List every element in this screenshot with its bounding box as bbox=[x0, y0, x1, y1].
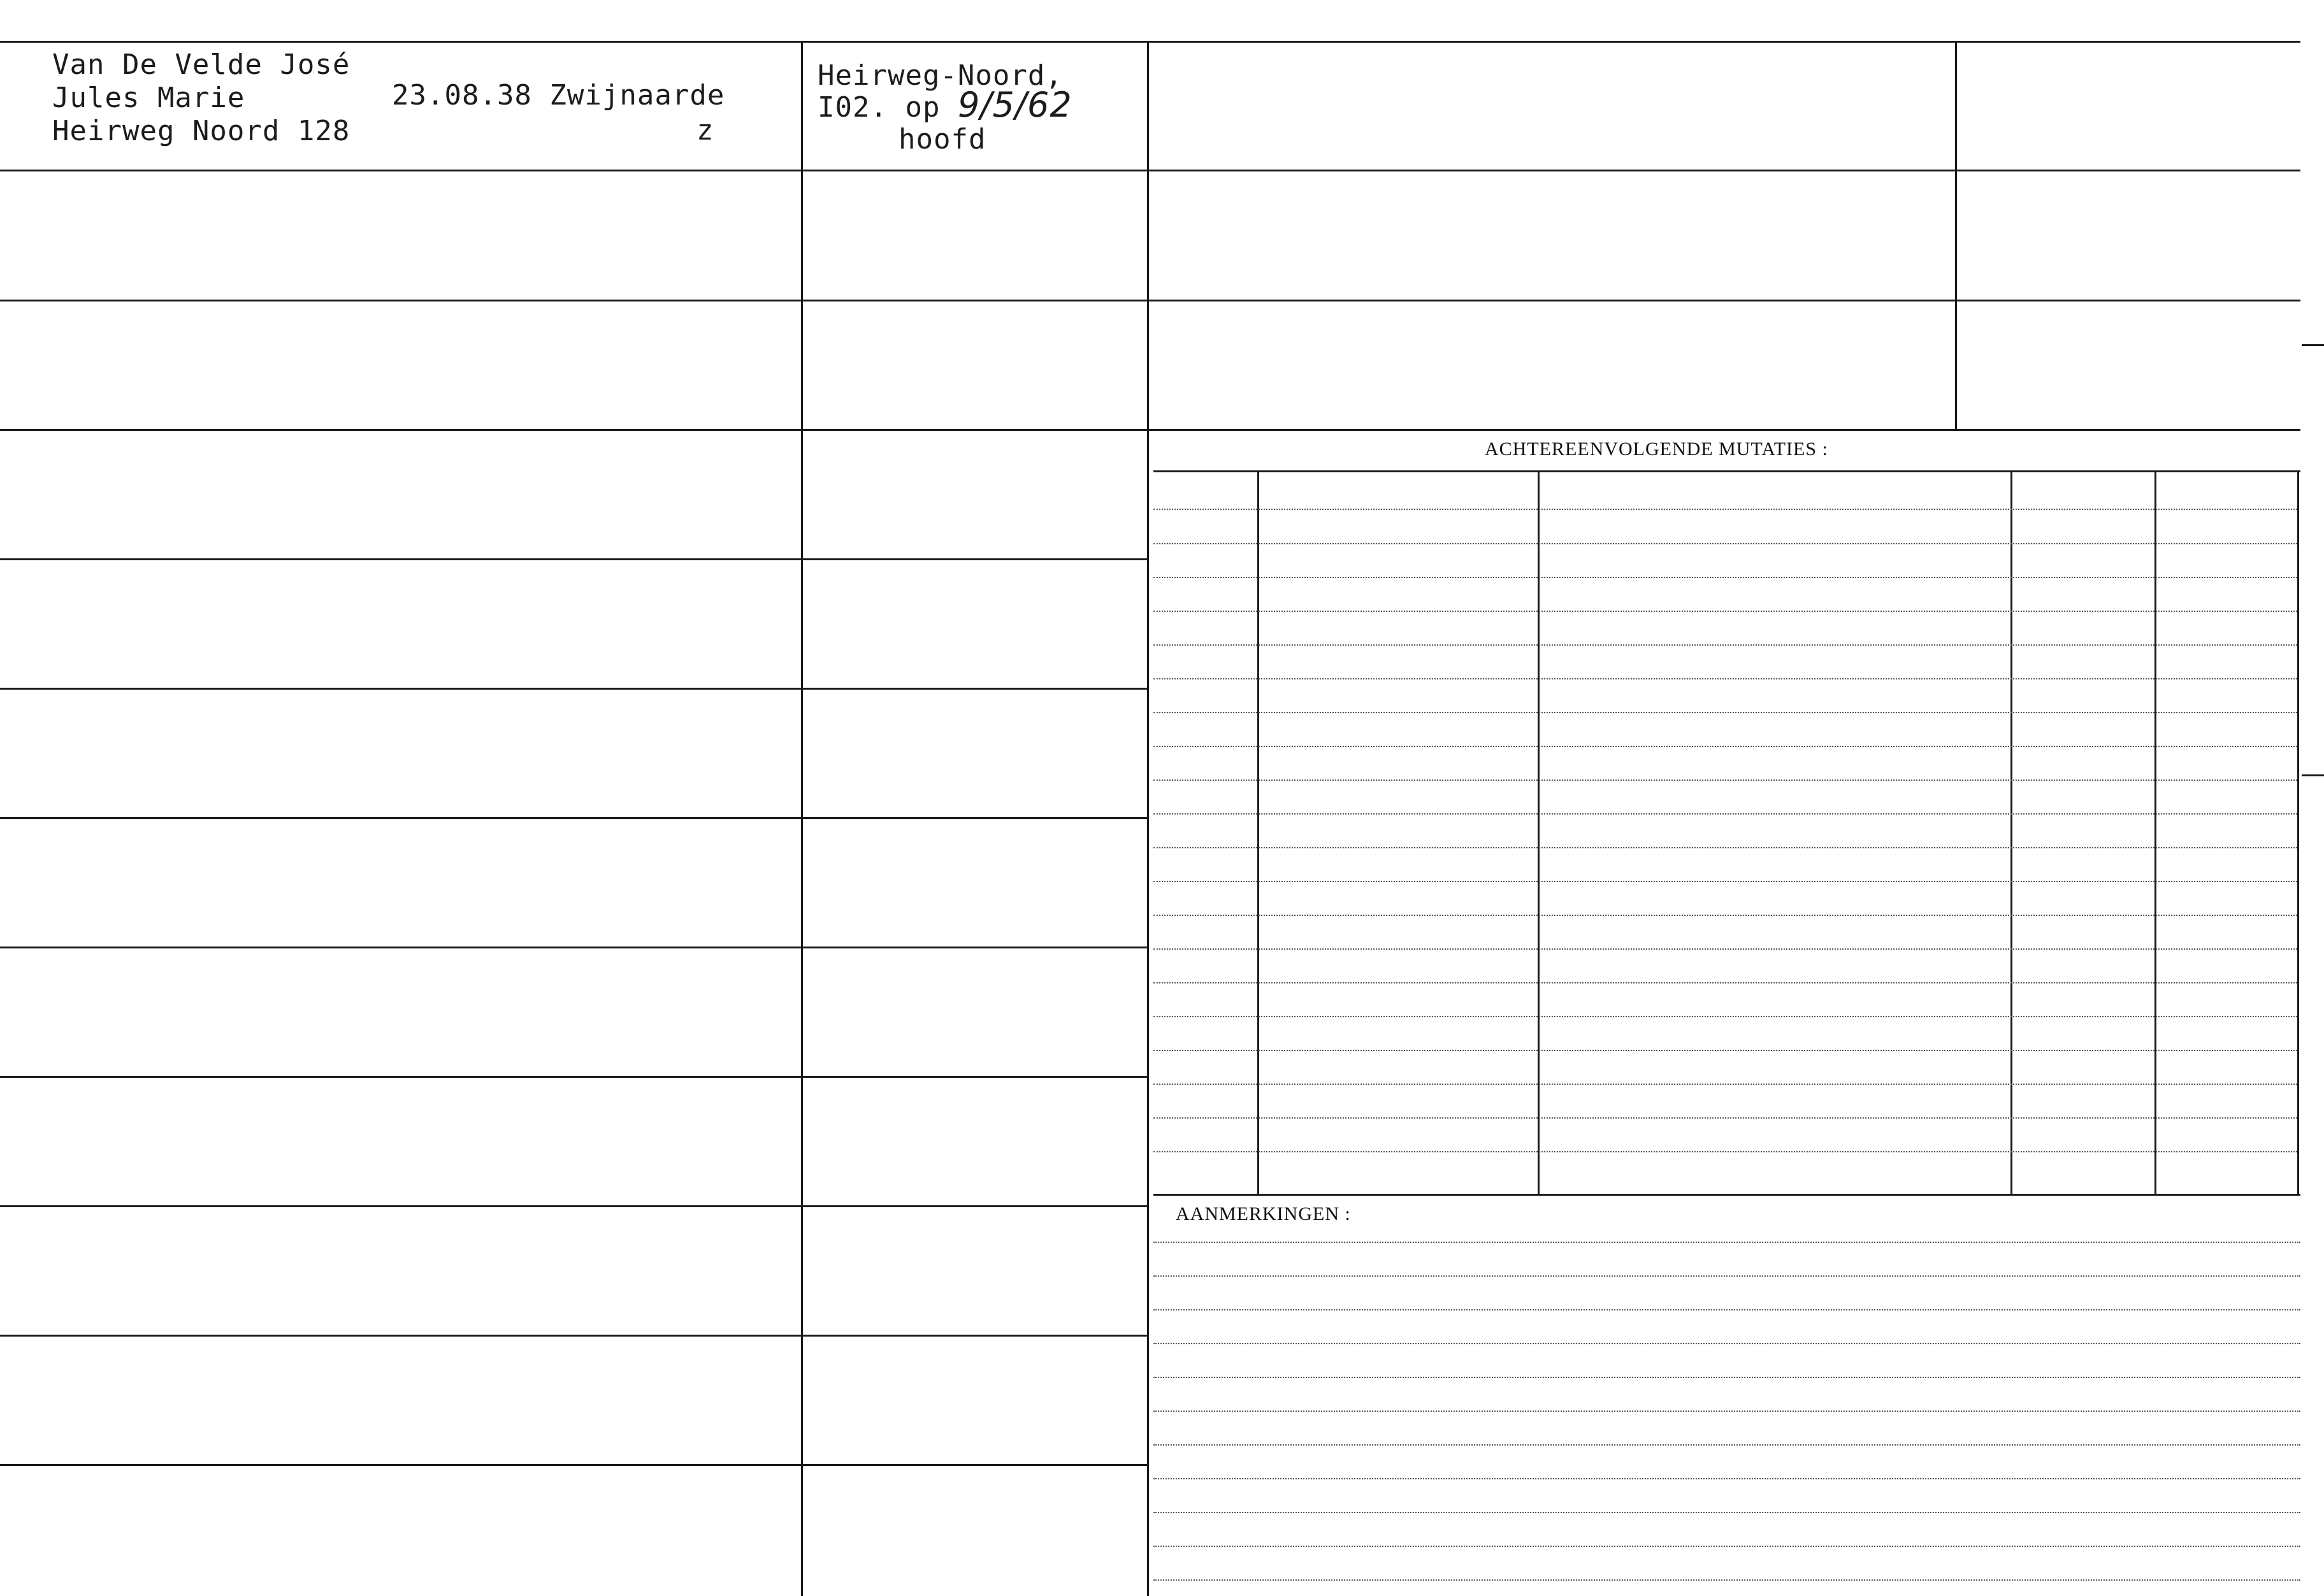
mutations-row bbox=[1153, 915, 2297, 916]
remarks-row bbox=[1153, 1546, 2300, 1547]
mutations-row bbox=[1153, 881, 2297, 882]
remarks-row bbox=[1153, 1377, 2300, 1378]
person-address: Heirweg Noord 128 bbox=[52, 115, 350, 147]
entry-mark: z bbox=[696, 114, 714, 147]
margin-tick bbox=[2302, 774, 2324, 776]
row-separator bbox=[0, 300, 1147, 301]
person-given-names: Jules Marie bbox=[52, 82, 245, 114]
row-separator bbox=[0, 1076, 1147, 1078]
column-divider-right-top bbox=[1955, 41, 1957, 430]
mutations-row bbox=[1153, 1050, 2297, 1051]
row-separator bbox=[0, 1335, 1147, 1337]
mutations-row bbox=[1153, 678, 2297, 679]
mutations-col-4 bbox=[2154, 472, 2156, 1195]
row-separator bbox=[0, 947, 1147, 948]
remarks-row bbox=[1153, 1275, 2300, 1277]
mutations-row bbox=[1153, 543, 2297, 544]
row-separator bbox=[0, 1205, 1147, 1207]
address-role: hoofd bbox=[899, 123, 986, 156]
mutations-row bbox=[1153, 813, 2297, 815]
remarks-row bbox=[1153, 1343, 2300, 1344]
mutations-row bbox=[1153, 509, 2297, 510]
remarks-row bbox=[1153, 1309, 2300, 1310]
row-separator bbox=[0, 558, 1147, 560]
address-number-typed: I02. op bbox=[818, 91, 941, 124]
remarks-row bbox=[1153, 1579, 2300, 1581]
row-separator bbox=[0, 817, 1147, 819]
mutations-row bbox=[1153, 577, 2297, 578]
row-separator bbox=[0, 688, 1147, 690]
row-separator bbox=[0, 170, 1147, 171]
right-row-separator bbox=[1147, 170, 2300, 171]
remarks-title: AANMERKINGEN : bbox=[1176, 1203, 1351, 1224]
address-street: Heirweg-Noord, bbox=[818, 59, 1063, 92]
remarks-row bbox=[1153, 1242, 2300, 1243]
mutations-col-5 bbox=[2297, 472, 2299, 1195]
column-divider-middle bbox=[1147, 41, 1149, 1596]
address-number bbox=[818, 85, 1072, 125]
mutations-row bbox=[1153, 611, 2297, 612]
mutations-row bbox=[1153, 780, 2297, 781]
right-row-separator bbox=[1147, 429, 2300, 431]
remarks-row bbox=[1153, 1411, 2300, 1412]
person-name: Van De Velde José bbox=[52, 48, 350, 81]
mutations-row bbox=[1153, 1117, 2297, 1119]
mutations-row bbox=[1153, 712, 2297, 713]
mutations-header-rule bbox=[1153, 470, 2300, 472]
mutations-row bbox=[1153, 982, 2297, 983]
mutations-row bbox=[1153, 1084, 2297, 1085]
mutations-bottom-rule bbox=[1153, 1194, 2300, 1196]
mutations-row bbox=[1153, 746, 2297, 747]
remarks-row bbox=[1153, 1478, 2300, 1479]
mutations-col-3 bbox=[2010, 472, 2012, 1195]
mutations-col-2 bbox=[1538, 472, 1540, 1195]
address-date-handwritten: 9/5/62 bbox=[957, 85, 1072, 125]
row-separator bbox=[0, 429, 1147, 431]
mutations-title: ACHTEREENVOLGENDE MUTATIES : bbox=[1485, 439, 1828, 460]
margin-tick bbox=[2302, 344, 2324, 346]
mutations-row bbox=[1153, 847, 2297, 848]
right-row-separator bbox=[1147, 300, 2300, 301]
mutations-row bbox=[1153, 948, 2297, 950]
birth-date-place: 23.08.38 Zwijnaarde bbox=[392, 79, 725, 112]
remarks-row bbox=[1153, 1512, 2300, 1513]
mutations-row bbox=[1153, 1151, 2297, 1152]
row-separator bbox=[0, 1464, 1147, 1466]
mutations-row bbox=[1153, 644, 2297, 646]
mutations-col-1 bbox=[1257, 472, 1259, 1195]
mutations-row bbox=[1153, 1016, 2297, 1017]
remarks-row bbox=[1153, 1444, 2300, 1446]
